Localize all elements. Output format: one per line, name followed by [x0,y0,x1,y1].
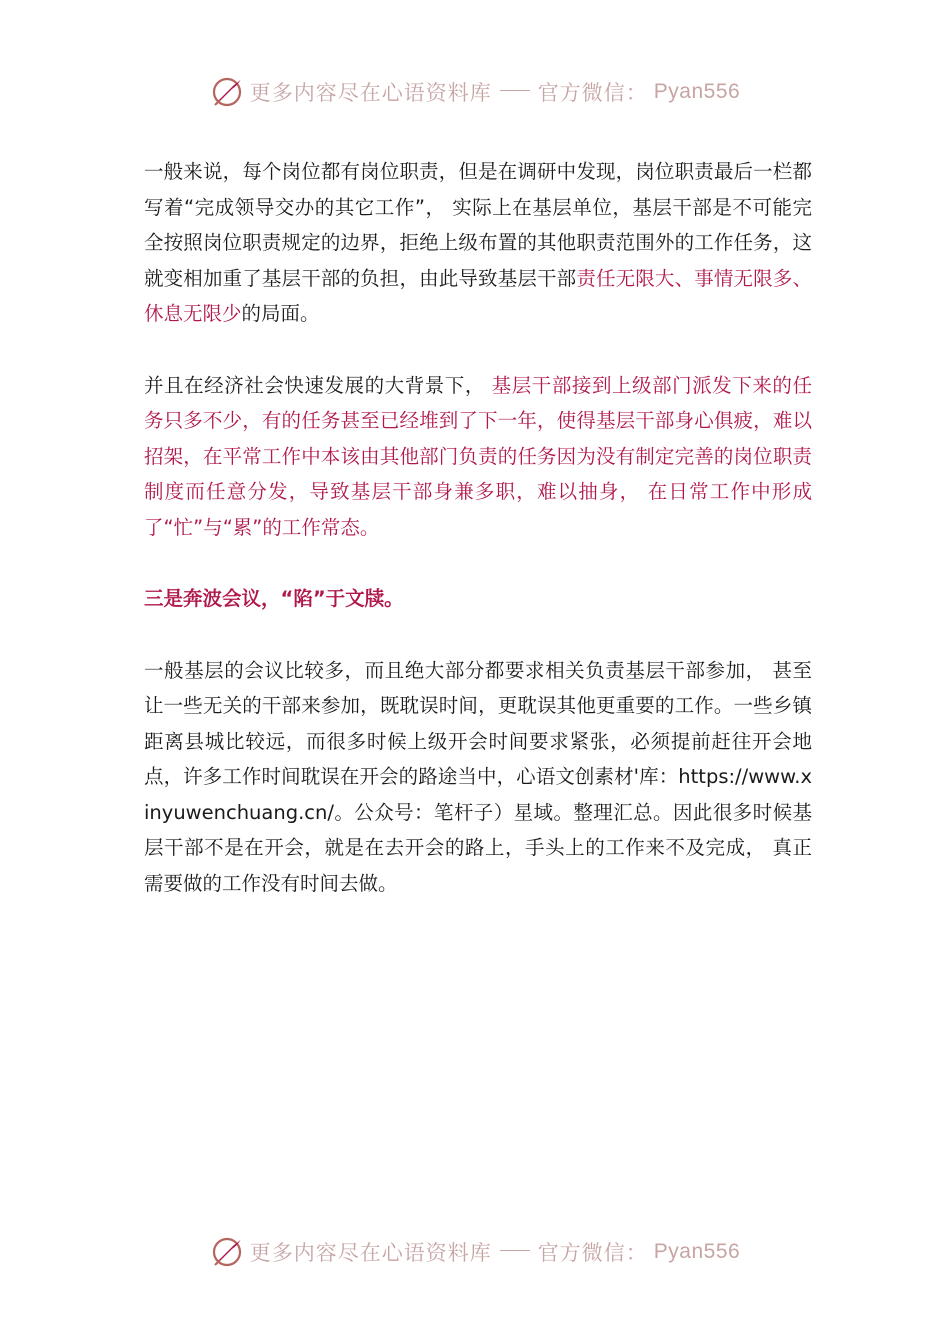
footer-banner [0,1232,950,1272]
quill-logo-icon [210,75,244,109]
banner-main-text: 更多内容尽在心语资料库 [249,1241,492,1265]
banner-content [210,75,740,109]
banner-wechat-id: Pyan556 [653,80,741,103]
banner-wechat-label: 官方微信： [537,1241,648,1265]
paragraph-3: 一般基层的会议比较多，而且绝大部分都要求相关负责基层干部参加， 甚至让一些无关的干部来参加，既耽误时间，更耽误其他更重要的工作。一些乡镇距离县城比较远，而很多时候上级开会时间要求紧张，必须提前赶往开会地点，许多工作时间耽误在开会的路途当中，心语文创素材'库：https://www.xinyuwenchuang.cn/。公众号：笔杆子）星域。整理汇总。因此很多时候基层干部不是在开会，就是在去开会的路上，手头上的工作来不及完成， 真正需要做的工作没有时间去做。 [144,658,812,895]
banner-main-text: 更多内容尽在心语资料库 [249,81,492,105]
paragraph-2 [144,368,812,546]
paragraph-2-text: 并且在经济社会快速发展的大背景下， [144,373,492,397]
article-body [144,154,812,937]
banner-wechat-id: Pyan556 [653,1240,741,1263]
paragraph-1-text: 一般来说，每个岗位都有岗位职责，但是在调研中发现，岗位职责最后一栏都写着“完成领导交办的其它工作”， 实际上在基层单位，基层干部是不可能完全按照岗位职责规定的边界，拒绝上级布置的其他职责范围外的工作任务，这就变相加重了基层干部的负担，由此导致基层干部 [144,160,812,290]
paragraph-1 [144,154,812,332]
paragraph-1-highlight: 责任无限大、事情无限多、休息无限少 [144,266,812,325]
section-heading: 三是奔波会议，“陷”于文牍。 [144,587,404,610]
banner-wechat-label: 官方微信： [537,81,648,105]
header-banner [0,72,950,112]
banner-content [210,1235,740,1269]
banner-dash [500,90,530,91]
quill-logo-icon [210,1235,244,1269]
paragraph-1-end: 的局面。 [241,302,320,325]
paragraph-2-highlight: 基层干部接到上级部门派发下来的任务只多不少，有的任务甚至已经堆到了下一年，使得基层干部身心俱疲，难以招架，在平常工作中本该由其他部门负责的任务因为没有制定完善的岗位职责制度而任意分发，导致基层干部身兼多职，难以抽身， 在日常工作中形成了“忙”与“累”的工作常态。 [144,373,812,539]
banner-dash [500,1250,530,1251]
